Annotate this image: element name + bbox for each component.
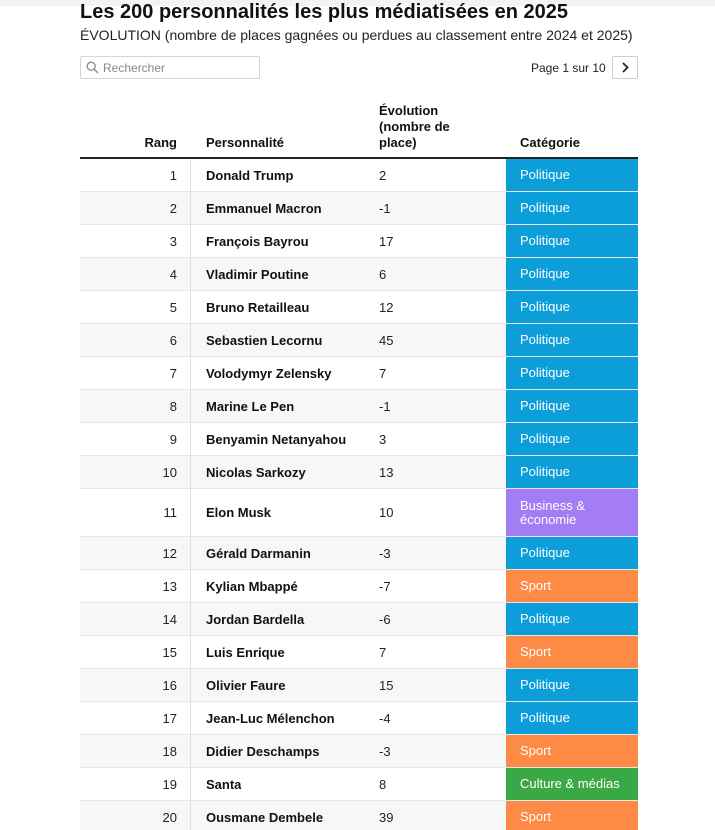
evolution-cell: 15 (379, 677, 394, 693)
category-badge: Politique (506, 456, 638, 488)
rank-cell: 5 (169, 299, 177, 315)
evolution-cell: -3 (379, 743, 391, 759)
category-badge: Politique (506, 192, 638, 224)
personality-cell: Bruno Retailleau (206, 299, 310, 315)
personality-cell: Jean-Luc Mélenchon (206, 710, 335, 726)
ranking-table (80, 102, 638, 830)
evolution-cell: 45 (379, 332, 394, 348)
next-page-button[interactable] (612, 56, 638, 79)
evolution-cell: -7 (379, 578, 391, 594)
table-row (80, 570, 638, 603)
rank-cell: 11 (163, 505, 177, 520)
table-row (80, 489, 638, 537)
table-row (80, 159, 638, 192)
category-badge: Sport (506, 735, 638, 767)
category-badge: Politique (506, 357, 638, 389)
category-badge: Politique (506, 258, 638, 290)
category-badge: Politique (506, 603, 638, 635)
chevron-right-icon (621, 62, 629, 73)
evolution-cell: 39 (379, 809, 394, 825)
column-divider (190, 390, 191, 422)
rank-cell: 6 (169, 332, 177, 348)
column-divider (190, 423, 191, 455)
pagination-label: Page 1 sur 10 (531, 61, 606, 75)
personality-cell: Olivier Faure (206, 677, 286, 693)
rank-cell: 8 (169, 398, 177, 414)
personality-cell: Sebastien Lecornu (206, 332, 323, 348)
evolution-cell: -1 (379, 398, 391, 414)
column-divider (190, 669, 191, 701)
column-divider (190, 636, 191, 668)
personality-cell: François Bayrou (206, 233, 309, 249)
personality-cell: Volodymyr Zelensky (206, 365, 332, 381)
personality-cell: Luis Enrique (206, 644, 285, 660)
table-row (80, 456, 638, 489)
category-badge: Politique (506, 537, 638, 569)
personality-cell: Didier Deschamps (206, 743, 320, 759)
evolution-cell: -3 (379, 545, 391, 561)
column-divider (190, 291, 191, 323)
evolution-cell: -6 (379, 611, 391, 627)
column-divider (190, 456, 191, 488)
search-input[interactable] (103, 61, 253, 75)
personality-cell: Marine Le Pen (206, 398, 295, 414)
table-row (80, 225, 638, 258)
personality-cell: Kylian Mbappé (206, 578, 298, 594)
category-badge: Politique (506, 324, 638, 356)
column-header-evolution[interactable]: Évolution (nombre de place) (379, 103, 450, 150)
rank-cell: 19 (162, 776, 177, 792)
table-body (80, 159, 638, 830)
table-row (80, 702, 638, 735)
category-badge: Politique (506, 159, 638, 191)
column-divider (190, 801, 191, 830)
evolution-cell: 8 (379, 776, 387, 792)
column-divider (190, 537, 191, 569)
evolution-cell: 2 (379, 167, 387, 183)
category-badge: Politique (506, 423, 638, 455)
rank-cell: 3 (169, 233, 177, 249)
table-header (80, 102, 638, 159)
table-row (80, 324, 638, 357)
rank-cell: 9 (169, 431, 177, 447)
rank-cell: 15 (162, 644, 177, 660)
column-divider (190, 603, 191, 635)
category-badge: Business & économie (506, 489, 638, 536)
evolution-cell: -4 (379, 710, 391, 726)
personality-cell: Ousmane Dembele (206, 809, 324, 825)
evolution-cell: 17 (379, 233, 394, 249)
category-badge: Politique (506, 225, 638, 257)
table-row (80, 192, 638, 225)
table-row (80, 390, 638, 423)
table-row (80, 423, 638, 456)
column-divider (190, 570, 191, 602)
personality-cell: Santa (206, 776, 242, 792)
search-box[interactable] (80, 56, 260, 79)
evolution-cell: 3 (379, 431, 387, 447)
rank-cell: 10 (162, 464, 177, 480)
page-title: Les 200 personnalités les plus médiatisées en 2025 (80, 1, 569, 23)
table-row (80, 258, 638, 291)
personality-cell: Jordan Bardella (206, 611, 305, 627)
table-row (80, 357, 638, 390)
rank-cell: 20 (162, 809, 177, 825)
column-header-rank[interactable]: Rang (144, 135, 177, 150)
table-row (80, 603, 638, 636)
column-divider (190, 192, 191, 224)
column-header-category[interactable]: Catégorie (520, 135, 580, 150)
search-icon (86, 61, 99, 74)
evolution-cell: 6 (379, 266, 387, 282)
evolution-cell: 10 (379, 505, 394, 520)
rank-cell: 1 (169, 167, 177, 183)
personality-cell: Elon Musk (206, 505, 272, 520)
column-divider (190, 258, 191, 290)
category-badge: Sport (506, 801, 638, 830)
rank-cell: 17 (162, 710, 177, 726)
evolution-cell: 12 (379, 299, 394, 315)
column-divider (190, 357, 191, 389)
personality-cell: Vladimir Poutine (206, 266, 309, 282)
column-divider (190, 159, 191, 191)
table-row (80, 768, 638, 801)
evolution-cell: 7 (379, 644, 387, 660)
rank-cell: 13 (162, 578, 177, 594)
rank-cell: 12 (162, 545, 177, 561)
personality-cell: Benyamin Netanyahou (206, 431, 347, 447)
category-badge: Culture & médias (506, 768, 638, 800)
table-row (80, 735, 638, 768)
evolution-cell: -1 (379, 200, 391, 216)
personality-cell: Emmanuel Macron (206, 200, 322, 216)
column-divider (190, 324, 191, 356)
rank-cell: 2 (169, 200, 177, 216)
rank-cell: 7 (169, 365, 177, 381)
table-row (80, 537, 638, 570)
personality-cell: Donald Trump (206, 167, 294, 183)
category-badge: Sport (506, 570, 638, 602)
table-row (80, 669, 638, 702)
personality-cell: Gérald Darmanin (206, 545, 311, 561)
evolution-cell: 13 (379, 464, 394, 480)
category-badge: Politique (506, 669, 638, 701)
column-divider (190, 768, 191, 800)
personality-cell: Nicolas Sarkozy (206, 464, 306, 480)
category-badge: Politique (506, 390, 638, 422)
table-row (80, 636, 638, 669)
column-divider (190, 489, 191, 536)
category-badge: Sport (506, 636, 638, 668)
rank-cell: 18 (162, 743, 177, 759)
column-divider (190, 225, 191, 257)
column-divider (190, 702, 191, 734)
column-divider (190, 735, 191, 767)
rank-cell: 16 (162, 677, 177, 693)
column-header-name[interactable]: Personnalité (206, 135, 285, 150)
category-badge: Politique (506, 291, 638, 323)
table-row (80, 801, 638, 830)
page-subtitle: ÉVOLUTION (nombre de places gagnées ou perdues au classement entre 2024 et 2025) (80, 27, 633, 43)
category-badge: Politique (506, 702, 638, 734)
rank-cell: 4 (169, 266, 177, 282)
table-row (80, 291, 638, 324)
evolution-cell: 7 (379, 365, 387, 381)
rank-cell: 14 (162, 611, 177, 627)
